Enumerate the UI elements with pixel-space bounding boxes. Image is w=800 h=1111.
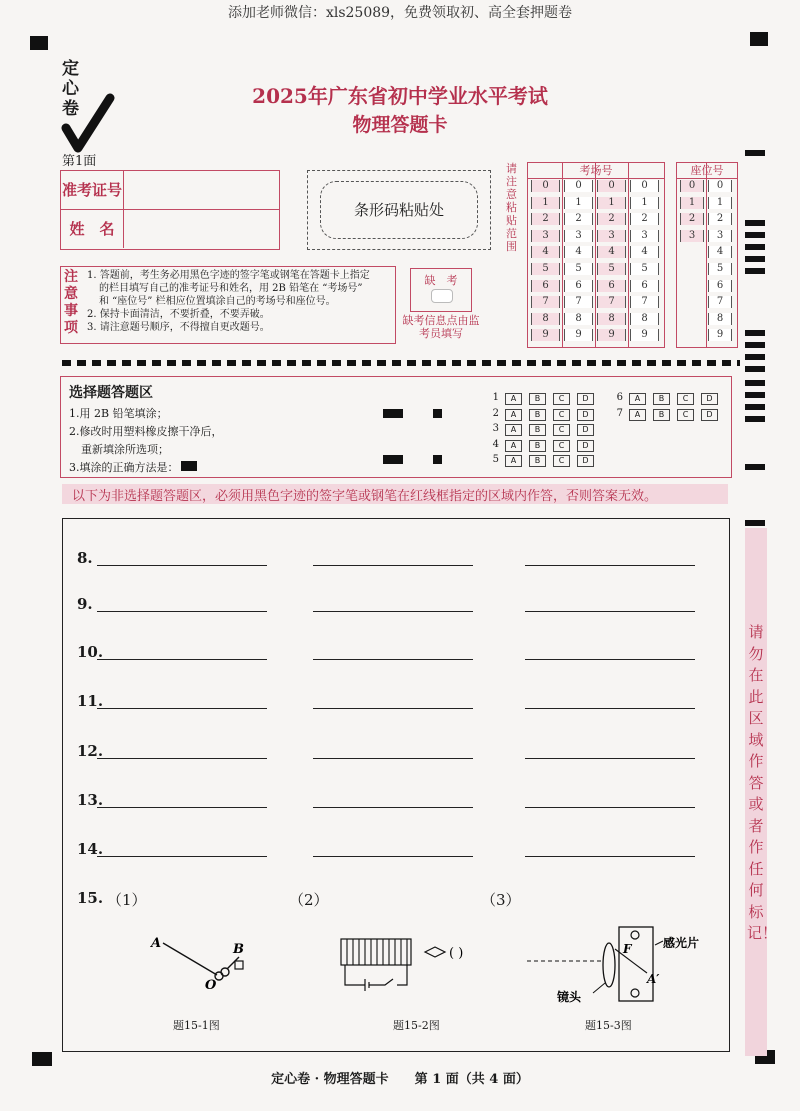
digit-bubble[interactable]: 4 <box>564 246 593 258</box>
fill-question-number: 12. <box>77 742 104 760</box>
timing-mark <box>745 464 765 470</box>
digit-bubble[interactable]: 8 <box>630 313 659 325</box>
notes-box <box>60 266 396 344</box>
fill-question-number: 13. <box>77 791 104 809</box>
choice-instruction: 重新填涂所选项； <box>81 443 169 456</box>
answer-blank-line[interactable] <box>313 611 473 612</box>
choice-answer-area <box>60 376 732 478</box>
digit-bubble[interactable]: 6 <box>597 280 626 292</box>
digit-bubble[interactable]: 9 <box>597 329 626 341</box>
absent-bubble[interactable] <box>431 289 453 303</box>
logo-char-2: 心 <box>62 79 79 99</box>
digit-bubble[interactable]: 2 <box>564 213 593 225</box>
timing-mark <box>383 409 403 418</box>
choice-option-bubble[interactable]: D <box>577 455 594 467</box>
answer-blank-line[interactable] <box>97 611 267 612</box>
choice-instruction: 3.填涂的正确方法是： <box>69 461 179 474</box>
timing-mark <box>745 244 765 250</box>
timing-mark <box>745 220 765 226</box>
logo-char-3: 卷 <box>62 99 79 119</box>
notes-heading: 注意事项 <box>64 269 78 336</box>
timing-mark <box>383 455 403 464</box>
digit-bubble[interactable]: 9 <box>708 329 732 341</box>
absent-box <box>410 268 472 312</box>
digit-bubble[interactable]: 7 <box>630 296 659 308</box>
choice-heading: 选择题答题区 <box>69 385 153 401</box>
logo-char-1: 定 <box>62 59 79 79</box>
digit-bubble[interactable]: 4 <box>597 246 626 258</box>
fig1-label-b: B <box>233 942 244 957</box>
side-warning-text: 请勿在此区域作答或者作任何标记！ <box>747 623 778 942</box>
timing-mark <box>745 392 765 398</box>
timing-mark <box>745 366 765 372</box>
timing-mark <box>745 380 765 386</box>
name-row <box>61 210 279 248</box>
candidate-info-box <box>60 170 280 250</box>
figure-15-1-caption: 题15-1图 <box>173 1019 220 1032</box>
choice-option-bubble[interactable]: D <box>701 409 718 421</box>
exam-title: 2025年广东省初中学业水平考试 <box>252 84 548 108</box>
q15-number: 15. <box>77 889 104 907</box>
choice-option-bubble[interactable]: A <box>505 455 522 467</box>
choice-question-number: 7 <box>616 407 623 419</box>
choice-option-bubble[interactable]: D <box>577 393 594 405</box>
timing-mark <box>745 268 765 274</box>
digit-bubble[interactable]: 6 <box>630 280 659 292</box>
digit-bubble[interactable]: 4 <box>531 246 560 258</box>
timing-mark <box>745 404 765 410</box>
digit-bubble[interactable]: 8 <box>564 313 593 325</box>
correct-fill-sample <box>181 461 197 471</box>
choice-option-bubble[interactable]: C <box>553 409 570 421</box>
answer-blank-line[interactable] <box>525 758 695 759</box>
choice-option-bubble[interactable]: B <box>653 393 670 405</box>
digit-bubble[interactable]: 7 <box>708 296 732 308</box>
figure-15-2-caption: 题15-2图 <box>393 1019 440 1032</box>
notes-line: 1. 答题前，考生务必用黑色字迹的签字笔或钢笔在答题卡上指定 <box>87 270 370 281</box>
absent-label: 缺 考 <box>424 274 458 287</box>
digit-bubble[interactable]: 0 <box>680 180 704 192</box>
q15-part-3: （3） <box>481 891 521 909</box>
answer-blank-line[interactable] <box>313 565 473 566</box>
digit-bubble[interactable]: 0 <box>564 180 593 192</box>
digit-bubble[interactable]: 1 <box>680 197 704 209</box>
digit-bubble[interactable]: 1 <box>531 197 560 209</box>
digit-bubble[interactable]: 3 <box>680 230 704 242</box>
choice-option-bubble[interactable]: C <box>553 424 570 436</box>
choice-option-bubble[interactable]: B <box>653 409 670 421</box>
fig3-label-f: F <box>623 942 632 956</box>
digit-bubble[interactable]: 9 <box>531 329 560 341</box>
exam-room-header: 考场号 <box>528 163 664 179</box>
choice-instruction: 1.用 2B 铅笔填涂； <box>69 407 168 420</box>
timing-mark <box>745 330 765 336</box>
page-side-label: 第1面 <box>62 154 97 169</box>
grid-column-divider <box>595 163 596 347</box>
digit-bubble[interactable]: 4 <box>708 246 732 258</box>
fig3-label-a-prime: A′ <box>647 972 660 986</box>
fig1-label-o: O <box>205 978 217 993</box>
barcode-label: 条形码粘贴处 <box>320 181 478 239</box>
answer-blank-line[interactable] <box>313 708 473 709</box>
answer-blank-line[interactable] <box>97 856 267 857</box>
answer-blank-line[interactable] <box>525 611 695 612</box>
digit-bubble[interactable]: 5 <box>531 263 560 275</box>
card-title: 物理答题卡 <box>352 114 448 136</box>
fig1-label-a: A <box>151 936 162 951</box>
figure-15-2 <box>335 931 495 1001</box>
seat-grid <box>676 162 738 348</box>
digit-bubble[interactable]: 1 <box>708 197 732 209</box>
digit-bubble[interactable]: 6 <box>531 280 560 292</box>
choice-option-bubble[interactable]: A <box>629 409 646 421</box>
barcode-area <box>307 170 491 250</box>
choice-question-number: 4 <box>492 438 499 450</box>
answer-blank-line[interactable] <box>97 807 267 808</box>
non-choice-answer-area <box>62 518 730 1052</box>
timing-mark <box>745 520 765 526</box>
choice-instruction: 2.修改时用塑料橡皮擦干净后， <box>69 425 223 438</box>
digit-bubble[interactable]: 1 <box>564 197 593 209</box>
notes-line: 的栏目填写自己的准考证号和姓名，用 2B 铅笔在 “考场号” <box>99 283 363 294</box>
digit-bubble[interactable]: 2 <box>597 213 626 225</box>
choice-option-bubble[interactable]: C <box>677 409 694 421</box>
digit-bubble[interactable]: 2 <box>531 213 560 225</box>
watermark-text: 添加老师微信：xls25089，免费领取初、高全套押题卷 <box>227 5 573 21</box>
answer-blank-line[interactable] <box>525 659 695 660</box>
fill-question-number: 9. <box>77 595 93 613</box>
exam-room-grid <box>527 162 665 348</box>
answer-blank-line[interactable] <box>525 565 695 566</box>
figure-15-3 <box>523 917 713 1007</box>
answer-blank-line[interactable] <box>97 708 267 709</box>
choice-option-bubble[interactable]: B <box>529 409 546 421</box>
digit-bubble[interactable]: 9 <box>564 329 593 341</box>
choice-question-number: 1 <box>492 392 499 403</box>
page-footer: 定心卷 · 物理答题卡 第 1 面（共 4 面） <box>271 1072 529 1087</box>
answer-blank-line[interactable] <box>525 807 695 808</box>
digit-bubble[interactable]: 7 <box>531 296 560 308</box>
answer-blank-line[interactable] <box>313 758 473 759</box>
choice-option-bubble[interactable]: C <box>553 440 570 452</box>
choice-option-bubble[interactable]: B <box>529 455 546 467</box>
digit-bubble[interactable]: 3 <box>564 230 593 242</box>
grid-column-divider <box>706 163 707 347</box>
choice-option-bubble[interactable]: A <box>505 393 522 405</box>
digit-bubble[interactable]: 1 <box>597 197 626 209</box>
digit-bubble[interactable]: 6 <box>564 280 593 292</box>
digit-bubble[interactable]: 1 <box>630 197 659 209</box>
digit-bubble[interactable]: 2 <box>680 213 704 225</box>
non-choice-banner <box>62 484 728 504</box>
choice-option-bubble[interactable]: C <box>677 393 694 405</box>
q15-part-2: （2） <box>289 891 329 909</box>
choice-option-bubble[interactable]: A <box>505 440 522 452</box>
digit-bubble[interactable]: 3 <box>597 230 626 242</box>
digit-bubble[interactable]: 8 <box>708 313 732 325</box>
digit-bubble[interactable]: 0 <box>531 180 560 192</box>
timing-mark <box>745 150 765 156</box>
digit-bubble[interactable]: 5 <box>597 263 626 275</box>
digit-bubble[interactable]: 3 <box>531 230 560 242</box>
timing-mark <box>745 256 765 262</box>
digit-bubble[interactable]: 5 <box>708 263 732 275</box>
digit-bubble[interactable]: 2 <box>630 213 659 225</box>
digit-bubble[interactable]: 4 <box>630 246 659 258</box>
timing-mark <box>745 416 765 422</box>
admission-number-row <box>61 171 279 210</box>
paste-range-note: 请注意粘贴范围 <box>506 162 517 253</box>
admission-number-label: 准考证号 <box>61 171 124 209</box>
digit-bubble[interactable]: 8 <box>531 313 560 325</box>
banner-text: 以下为非选择题答题区，必须用黑色字迹的签字笔或钢笔在红线框指定的区域内作答，否则答案无效。 <box>72 489 658 504</box>
choice-option-bubble[interactable]: B <box>529 424 546 436</box>
choice-option-bubble[interactable]: D <box>577 440 594 452</box>
digit-bubble[interactable]: 5 <box>630 263 659 275</box>
notes-line: 和 “座位号” 栏相应位置填涂自己的考场号和座位号。 <box>99 296 336 307</box>
choice-option-bubble[interactable]: D <box>701 393 718 405</box>
answer-blank-line[interactable] <box>313 659 473 660</box>
grid-column-divider <box>562 163 563 347</box>
digit-bubble[interactable]: 0 <box>708 180 732 192</box>
corner-mark-top-right <box>750 32 768 46</box>
fill-question-number: 10. <box>77 643 104 661</box>
timing-mark <box>745 354 765 360</box>
choice-option-bubble[interactable]: A <box>629 393 646 405</box>
fig3-label-sensor: 感光片 <box>663 936 700 950</box>
timing-dash-row <box>62 360 740 366</box>
fig3-label-lens: 镜头 <box>557 990 582 1004</box>
digit-bubble[interactable]: 5 <box>564 263 593 275</box>
fill-question-number: 8. <box>77 549 93 567</box>
choice-option-bubble[interactable]: B <box>529 393 546 405</box>
q15-part-1: （1） <box>107 891 147 909</box>
fill-question-number: 14. <box>77 840 104 858</box>
digit-bubble[interactable]: 0 <box>597 180 626 192</box>
timing-mark <box>745 232 765 238</box>
timing-mark <box>433 409 442 418</box>
fig2-label: ( ) <box>449 946 464 961</box>
seat-header: 座位号 <box>677 163 737 179</box>
answer-blank-line[interactable] <box>97 758 267 759</box>
digit-bubble[interactable]: 8 <box>597 313 626 325</box>
answer-blank-line[interactable] <box>97 659 267 660</box>
fill-question-number: 11. <box>77 692 104 710</box>
choice-option-bubble[interactable]: D <box>577 424 594 436</box>
digit-bubble[interactable]: 7 <box>564 296 593 308</box>
digit-bubble[interactable]: 6 <box>708 280 732 292</box>
answer-blank-line[interactable] <box>97 565 267 566</box>
choice-question-number: 2 <box>492 407 499 419</box>
digit-bubble[interactable]: 0 <box>630 180 659 192</box>
choice-question-number: 3 <box>492 423 499 434</box>
absent-note: 缺考信息点由监考员填写 <box>402 314 480 340</box>
side-warning-strip <box>745 528 778 1056</box>
corner-mark-top-left <box>30 36 48 50</box>
figure-15-3-caption: 题15-3图 <box>585 1019 632 1032</box>
choice-question-number: 6 <box>616 392 623 403</box>
digit-bubble[interactable]: 3 <box>708 230 732 242</box>
notes-line: 2. 保持卡面清洁，不要折叠，不要弄破。 <box>87 309 270 320</box>
choice-option-bubble[interactable]: D <box>577 409 594 421</box>
choice-option-bubble[interactable]: A <box>505 424 522 436</box>
answer-blank-line[interactable] <box>313 856 473 857</box>
digit-bubble[interactable]: 9 <box>630 329 659 341</box>
corner-mark-bottom-left <box>32 1052 52 1066</box>
timing-mark <box>433 455 442 464</box>
grid-column-divider <box>628 163 629 347</box>
name-label: 姓 名 <box>61 210 124 248</box>
answer-blank-line[interactable] <box>313 807 473 808</box>
answer-blank-line[interactable] <box>525 708 695 709</box>
timing-mark <box>745 342 765 348</box>
choice-option-bubble[interactable]: C <box>553 393 570 405</box>
digit-bubble[interactable]: 3 <box>630 230 659 242</box>
choice-question-number: 5 <box>492 454 499 465</box>
notes-line: 3. 请注意题号顺序，不得擅自更改题号。 <box>87 322 270 333</box>
choice-option-bubble[interactable]: C <box>553 455 570 467</box>
answer-blank-line[interactable] <box>525 856 695 857</box>
choice-option-bubble[interactable]: B <box>529 440 546 452</box>
digit-bubble[interactable]: 2 <box>708 213 732 225</box>
figure-15-1 <box>143 931 273 1001</box>
choice-option-bubble[interactable]: A <box>505 409 522 421</box>
digit-bubble[interactable]: 7 <box>597 296 626 308</box>
